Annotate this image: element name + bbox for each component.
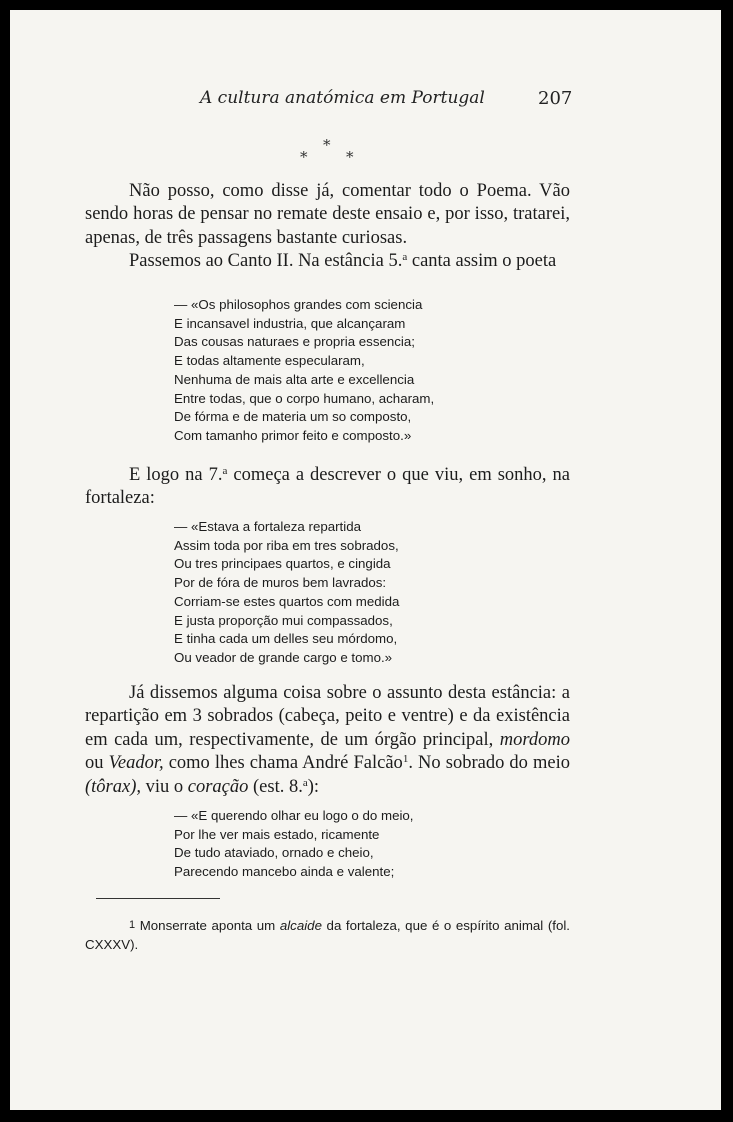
paragraph-block-1: [85, 180, 570, 274]
verse-line: Ou tres principaes quartos, e cingida: [174, 556, 391, 572]
paragraph-block-2: [85, 464, 570, 511]
paragraph-3-text-b: começa a descrever o que viu, em sonho, na fortaleza:: [85, 465, 570, 509]
canto-number: II: [276, 251, 289, 272]
verse-line: Por lhe ver mais estado, ricamente: [174, 826, 380, 842]
verse-line: De tudo ataviado, ornado e cheio,: [174, 845, 374, 861]
footnote-term-alcaide: alcaide: [279, 918, 322, 933]
verse-line: — «E querendo olhar eu logo o do meio,: [174, 808, 414, 823]
verse-line: Nenhuma de mais alta arte e excellencia: [174, 371, 415, 387]
ordinal-sup: a: [402, 251, 408, 264]
page-header: [10, 88, 721, 112]
verse-line: E tinha cada um delles seu mórdomo,: [174, 631, 398, 647]
page-number: 207: [538, 88, 573, 109]
paragraph-4-text-g: ):: [307, 776, 320, 797]
verse-line: Corriam-se estes quartos com medida: [174, 593, 400, 609]
running-title: A cultura anatómica em Portugal: [200, 88, 485, 108]
paragraph-4-text-f: (est. 8.: [248, 776, 303, 797]
footnote-text-a: Monserrate aponta um: [135, 918, 280, 933]
term-torax: (tôrax),: [85, 776, 141, 797]
ordinal-sup: a: [302, 776, 308, 789]
paragraph-block-3: [85, 682, 570, 799]
asterisk-left: *: [300, 148, 308, 166]
paragraph-4-text-c: como lhes chama André Falcão: [163, 753, 403, 774]
book-page: [10, 10, 721, 1110]
verse-line: Das cousas naturaes e propria essencia;: [174, 334, 415, 350]
paragraph-4-text-e: viu o: [141, 776, 188, 797]
paragraph-1: Não posso, como disse já, comentar todo o Poema. Vão sendo horas de pensar no remate deste ensaio e, por isso, tratarei, apenas, de três passagens bastante curiosas.: [85, 181, 570, 248]
asterisk-right: *: [346, 148, 354, 166]
verse-line: Por de fóra de muros bem lavrados:: [174, 575, 387, 591]
footnote: [85, 916, 570, 954]
verse-line: E todas altamente especularam,: [174, 353, 365, 369]
paragraph-4-text-b: ou: [85, 753, 109, 774]
verse-line: E incansavel industria, que alcançaram: [174, 315, 406, 331]
verse-line: Parecendo mancebo ainda e valente;: [174, 864, 395, 880]
verse-line: Assim toda por riba em tres sobrados,: [174, 537, 399, 553]
verse-line: De fórma e de materia um so composto,: [174, 409, 412, 425]
verse-line: Entre todas, que o corpo humano, acharam,: [174, 390, 435, 406]
paragraph-2-text-b: . Na estância 5.: [288, 251, 403, 272]
footnote-text-b: da fortaleza, que é o espírito animal (fol. CXXXV).: [85, 918, 570, 952]
footnote-reference: 1: [402, 753, 409, 766]
paragraph-4-text-a: Já dissemos alguma coisa sobre o assunto desta estância: a repartição em 3 sobrados (cabeça, peito e ventre) e da existência em cada um, respectivamente, de um órgão principal,: [85, 683, 570, 750]
paragraph-3-text-a: E logo na 7.: [129, 465, 223, 485]
paragraph-3: [85, 464, 570, 511]
verse-line: Ou veador de grande cargo e tomo.»: [174, 649, 393, 665]
footnote-number: 1: [129, 919, 136, 931]
verse-line: — «Os philosophos grandes com sciencia: [174, 297, 423, 312]
asterisk-top: *: [323, 136, 331, 154]
verse-line: — «Estava a fortaleza repartida: [174, 519, 361, 534]
term-coracao: coração: [187, 776, 249, 797]
term-mordomo: mordomo: [499, 729, 570, 750]
term-veador: Veador,: [108, 753, 164, 774]
footnote-rule: [96, 898, 220, 899]
paragraph-2: [85, 250, 570, 273]
verse-block-2: [174, 518, 399, 668]
verse-line: Com tamanho primor feito e composto.»: [174, 427, 412, 443]
verse-line: E justa proporção mui compassados,: [174, 612, 393, 628]
ordinal-sup: a: [222, 465, 228, 477]
paragraph-4: [85, 682, 570, 799]
paragraph-4-text-d: . No sobrado do meio: [408, 753, 571, 774]
verse-block-3: [174, 807, 414, 882]
verse-block-1: [174, 296, 434, 446]
paragraph-2-text-c: canta assim o poeta: [407, 251, 557, 272]
paragraph-2-text-a: Passemos ao Canto: [129, 251, 277, 272]
